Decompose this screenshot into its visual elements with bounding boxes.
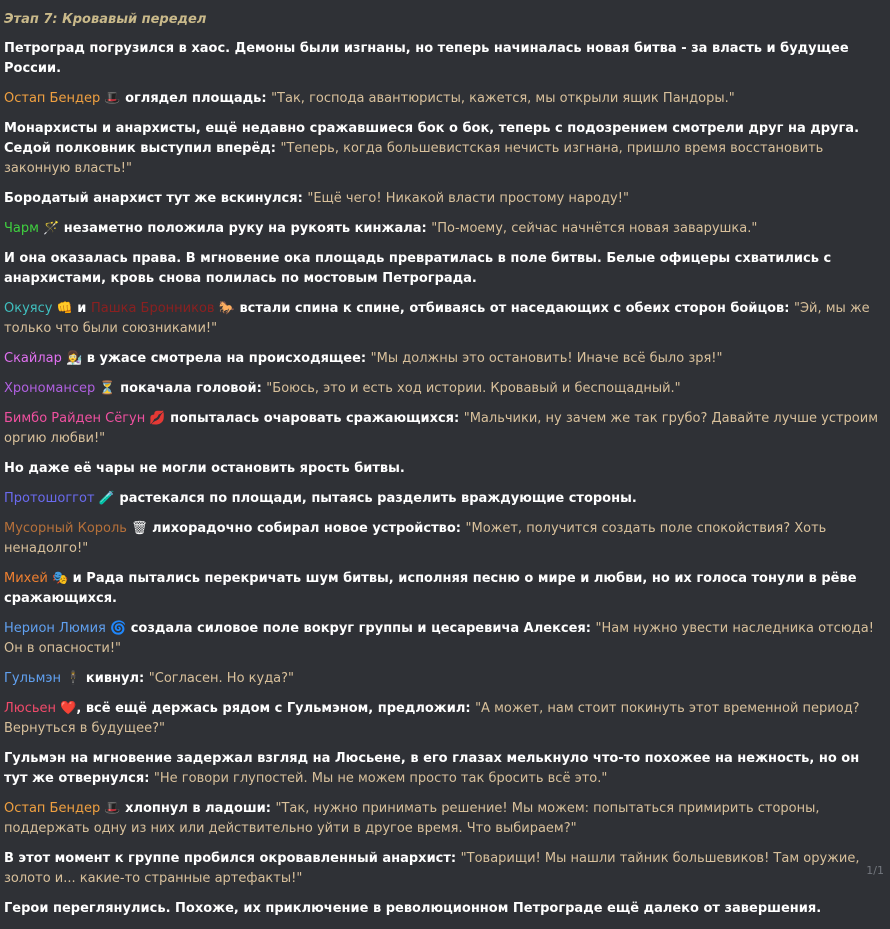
narration-text: создала силовое поле вокруг группы и цесаревича Алексея: [126,621,596,636]
narration-text: Бородатый анархист тут же вскинулся: [4,191,308,206]
story-paragraph [4,899,878,919]
character-name: Хрономансер [4,381,96,396]
story-paragraphs [4,39,878,919]
dialogue-quote: "Боюсь, это и есть ход истории. Кровавый и беспощадный." [266,381,681,396]
story-paragraph [4,349,878,369]
story-paragraph [4,459,878,479]
story-paragraph [4,119,878,179]
narration-text: оглядел площадь: [120,91,272,106]
narration-text: растекался по площади, пытаясь разделить враждующие стороны. [114,491,637,506]
narration-text: Герои переглянулись. Похоже, их приключение в революционном Петрограде ещё далеко от завершения. [4,901,822,916]
narration-text: хлопнул в ладоши: [120,801,276,816]
story-paragraph [4,669,878,689]
narration-text: В этот момент к группе пробился окровавленный анархист: [4,851,461,866]
narration-text: и Рада пытались перекричать шум битвы, исполняя песню о мире и любви, но их голоса тонули в рёве сражающихся. [4,571,857,606]
character-name: Пашка Бронников [90,301,215,316]
dialogue-quote: "Может, получится создать поле спокойствия? Хоть ненадолго!" [4,521,827,556]
story-paragraph [4,519,878,559]
story-paragraph [4,89,878,109]
character-emoji-icon: 💋 [145,411,166,426]
character-name: Скайлар [4,351,62,366]
story-paragraph [4,489,878,509]
character-name: Михей [4,571,48,586]
character-name: Чарм [4,221,39,236]
story-paragraph [4,849,878,889]
dialogue-quote: "Так, господа авантюристы, кажется, мы открыли ящик Пандоры." [271,91,735,106]
story-paragraph [4,379,878,399]
story-message [4,10,878,929]
dialogue-quote: "А может, нам стоит покинуть этот временной период? Вернуться в будущее?" [4,701,860,736]
narration-text: в ужасе смотрела на происходящее: [82,351,371,366]
character-emoji-icon: 🕴 [61,671,82,686]
dialogue-quote: "Так, нужно принимать решение! Мы можем: попытаться примирить стороны, поддержать одну из них или действительно уйти в другое время. Что выбираем?" [4,801,820,836]
dialogue-quote: "Эй, мы же только что были союзниками!" [4,301,870,336]
narration-text: и [72,301,91,316]
stage-title: Этап 7: Кровавый передел [4,12,207,27]
story-paragraph [4,299,878,339]
character-name: Мусорный Король [4,521,127,536]
story-paragraph [4,219,878,239]
dialogue-quote: "Товарищи! Мы нашли тайник большевиков! Там оружие, золото и... какие-то странные артефакты!" [4,851,860,886]
character-name: Протошоггот [4,491,95,506]
character-emoji-icon: 🎭 [47,571,69,586]
character-name: Люсьен [4,701,57,716]
character-name: Нерион Люмия [4,621,106,636]
story-paragraph [4,569,878,609]
character-emoji-icon: 🎩 [100,801,121,816]
dialogue-quote: "Ещё чего! Никакой власти простому народу!" [307,191,629,206]
narration-text: Но даже её чары не могли остановить ярость битвы. [4,461,405,476]
dialogue-quote: "Не говори глупостей. Мы не можем просто так бросить всё это." [153,771,608,786]
character-name: Остап Бендер [4,801,101,816]
story-paragraph [4,189,878,209]
narration-text: Петроград погрузился в хаос. Демоны были изгнаны, но теперь начиналась новая битва - за власть и будущее России. [4,41,849,76]
narration-text: Монархисты и анархисты, ещё недавно сражавшиеся бок о бок, теперь с подозрением смотрели друг на друга. Седой полковник выступил вперёд: [4,121,860,156]
character-emoji-icon: ❤️ [56,701,77,716]
dialogue-quote: "Мы должны это остановить! Иначе всё было зря!" [370,351,723,366]
dialogue-quote: "Теперь, когда большевистская нечисть изгнана, пришло время восстановить законную власть!" [4,141,824,176]
character-name: Остап Бендер [4,91,101,106]
character-emoji-icon: 🎩 [100,91,121,106]
dialogue-quote: "Согласен. Но куда?" [148,671,295,686]
character-emoji-icon: 🐎 [214,301,235,316]
narration-text: встали спина к спине, отбиваясь от наседающих с обеих сторон бойцов: [234,301,794,316]
character-name: Бимбо Райден Сёгун [4,411,146,426]
story-paragraph [4,409,878,449]
story-paragraph [4,249,878,289]
story-paragraph [4,799,878,839]
narration-text: лихорадочно собирал новое устройство: [147,521,466,536]
character-emoji-icon: 🧪 [94,491,115,506]
character-emoji-icon: 🗑 [126,521,148,536]
character-emoji-icon: 👊 [52,301,73,316]
dialogue-quote: "Нам нужно увести наследника отсюда! Он в опасности!" [4,621,874,656]
narration-text: И она оказалась права. В мгновение ока площадь превратилась в поле битвы. Белые офицеры схватились с анархистами, кровь снова полилась по мостовым Петрограда. [4,251,832,286]
page-indicator: 1/1 [866,864,884,877]
narration-text: покачала головой: [115,381,267,396]
narration-text: , всё ещё держась рядом с Гульмэном, предложил: [76,701,476,716]
dialogue-quote: "Мальчики, ну зачем же так грубо? Давайте лучше устроим оргию любви!" [4,411,879,446]
character-emoji-icon: 🌀 [105,621,127,636]
character-name: Окуясу [4,301,53,316]
narration-text: кивнул: [81,671,149,686]
story-paragraph [4,39,878,79]
story-paragraph [4,699,878,739]
narration-text: Гульмэн на мгновение задержал взгляд на Люсьене, в его глазах мелькнуло что-то похожее на нежность, но он тут же отвернулся: [4,751,860,786]
narration-text: незаметно положила руку на рукоять кинжала: [59,221,432,236]
character-emoji-icon: 🪄 [38,221,60,236]
story-paragraph [4,749,878,789]
character-emoji-icon: ⏳ [95,381,116,396]
dialogue-quote: "По-моему, сейчас начнётся новая заварушка." [431,221,758,236]
story-paragraph [4,619,878,659]
character-emoji-icon: 👩‍🔬 [61,351,83,366]
character-name: Гульмэн [4,671,62,686]
narration-text: попыталась очаровать сражающихся: [165,411,464,426]
